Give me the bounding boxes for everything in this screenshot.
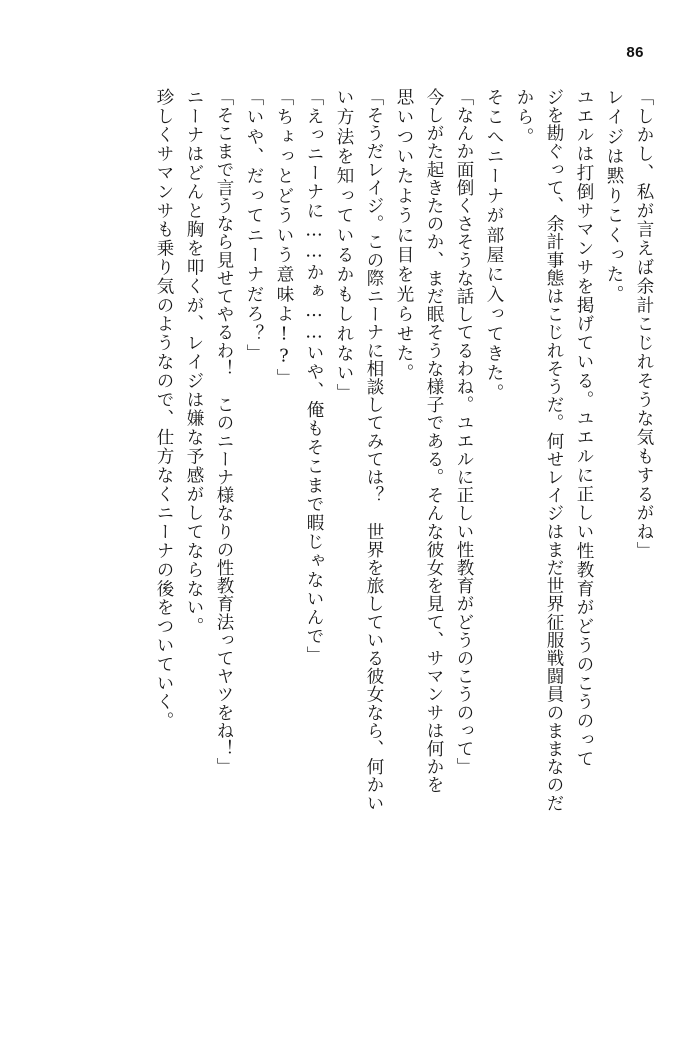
text-column: 「しかし、私が言えば余計こじれそうな気もするがね」 (634, 88, 654, 561)
text-column: 「いや、だってニーナだろ？」 (244, 88, 264, 364)
text-column: 思いついたように目を光らせた。 (394, 88, 414, 384)
body-text-block (52, 88, 652, 888)
text-column: ニーナはどんと胸を叩くが、レイジは嫌な予感がしてならない。 (184, 88, 204, 637)
page-number: 86 (626, 44, 644, 61)
text-column: 「そうだレイジ。この際ニーナに相談してみては？ 世界を旅している彼女なら、何かい (364, 88, 384, 812)
text-column: ユエルは打倒サマンサを掲げている。ユエルに正しい性教育がどうのこうのって (574, 88, 594, 769)
text-column: 「えっニーナに……かぁ……いや、俺もそこまで暇じゃないんで」 (304, 88, 324, 665)
text-column: 今しがた起きたのか、まだ眠そうな様子である。そんな彼女を見て、サマンサは何かを (424, 88, 444, 794)
text-column: ジを勘ぐって、余計事態はこじれそうだ。何せレイジはまだ世界征服戦闘員のままなのだ (544, 88, 564, 812)
text-column: 珍しくサマンサも乗り気のようなので、仕方なくニーナの後をついていく。 (154, 88, 174, 731)
text-column: 「そこまで言うなら見せてやるわ！ このニーナ様なりの性教育法ってヤツをね！」 (214, 88, 234, 776)
text-column: い方法を知っているかもしれない」 (334, 88, 354, 404)
text-column: そこへニーナが部屋に入ってきた。 (484, 88, 504, 404)
text-column: 「ちょっとどういう意味よ!?」 (274, 88, 294, 389)
text-column: 「なんか面倒くさそうな話してるわね。ユエルに正しい性教育がどうのこうのって」 (454, 88, 474, 776)
text-column: から。 (514, 88, 534, 148)
text-column: レイジは黙りこくった。 (604, 88, 624, 305)
